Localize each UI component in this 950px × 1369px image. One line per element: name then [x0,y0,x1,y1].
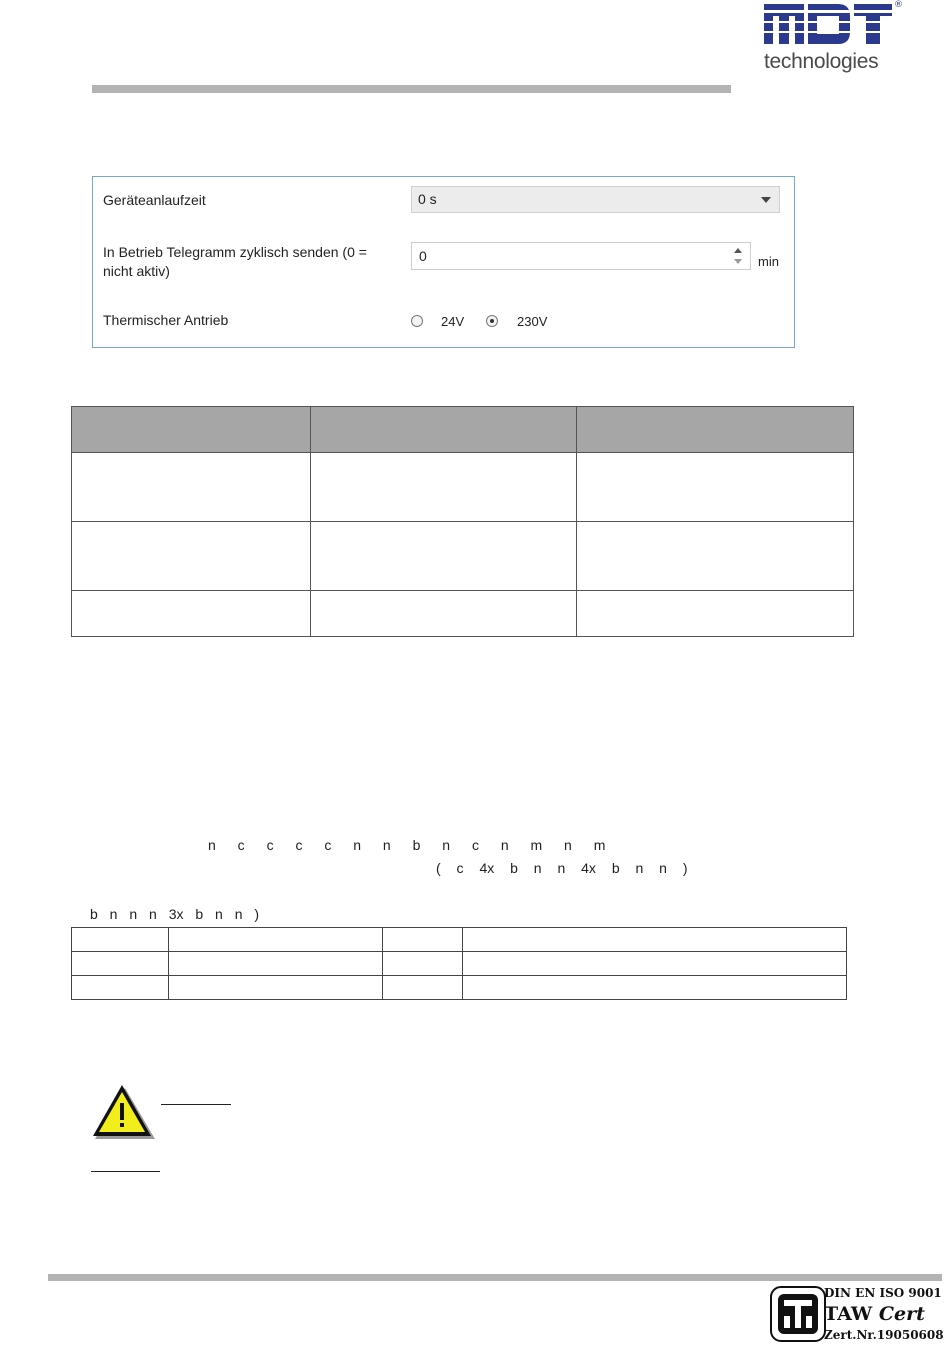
underline-mark [161,1104,231,1105]
underline-mark [91,1171,160,1172]
table-cell [383,952,463,976]
table-cell [169,928,383,952]
table-row [72,453,854,522]
header-rule [92,85,731,93]
warning-icon [91,1083,157,1141]
table-cell [72,976,169,1000]
table-cell [463,976,847,1000]
cert-number: Zert.Nr.19050608 [824,1328,944,1342]
table-cell [383,976,463,1000]
cyclic-telegram-input[interactable] [411,242,751,270]
cyclic-telegram-label [103,243,367,281]
device-startup-time-label: Geräteanlaufzeit [103,192,206,208]
text-fragment-line3: b n n n 3x b n n ) [90,906,260,922]
taw-cert-logo-icon [770,1286,830,1342]
table-cell [72,522,311,591]
mdt-logo-mark [764,0,892,48]
cyclic-telegram-label-line2: nicht aktiv) [103,263,170,279]
table-cell [72,952,169,976]
footer-rule [48,1274,942,1281]
table-cell [383,928,463,952]
table-cell [311,453,577,522]
table-cell [577,453,854,522]
radio-230v[interactable] [486,315,498,327]
table-row [72,976,847,1000]
table-header-row [72,407,854,453]
table-header-cell [577,407,854,453]
table-row [72,928,847,952]
cyclic-telegram-unit: min [758,254,779,269]
table-row [72,952,847,976]
cert-brand [824,1303,925,1325]
logo-subtitle: technologies [764,50,879,73]
registered-mark: ® [894,0,903,10]
table-cell [577,522,854,591]
radio-24v[interactable] [411,315,423,327]
table-cell [311,522,577,591]
cyclic-telegram-label-line1: In Betrieb Telegramm zyklisch senden (0 = [103,244,367,260]
text-fragment-line2: ( c 4x b n n 4x b n n ) [436,860,688,876]
cert-brand-cert: Cert [878,1303,925,1325]
radio-24v-label: 24V [441,314,465,329]
table-cell [72,928,169,952]
table-cell [169,952,383,976]
dropdown-arrow-icon[interactable] [761,197,771,203]
table-header-cell [72,407,311,453]
table-cell [463,952,847,976]
device-startup-time-value: 0 s [418,191,437,207]
parameter-dialog [92,176,795,348]
table-cell [463,928,847,952]
assignment-table [71,927,847,1000]
spin-up-icon[interactable] [734,248,742,253]
table-cell [577,591,854,637]
cert-standard: DIN EN ISO 9001 [824,1286,942,1300]
table-cell [311,591,577,637]
table-row [72,591,854,637]
table-row [72,522,854,591]
cert-brand-taw: TAW [824,1303,879,1325]
table-cell [72,453,311,522]
text-fragment-line1: n c c c c n n b n c n m n m [208,837,606,853]
radio-230v-label: 230V [517,314,548,329]
thermal-actuator-label: Thermischer Antrieb [103,312,229,328]
table-header-cell [311,407,577,453]
parameter-table [71,406,854,637]
table-cell [169,976,383,1000]
mdt-logo [764,0,903,48]
table-cell [72,591,311,637]
device-startup-time-select[interactable] [411,186,780,213]
spin-down-icon[interactable] [734,259,742,264]
cyclic-telegram-value: 0 [419,248,427,264]
